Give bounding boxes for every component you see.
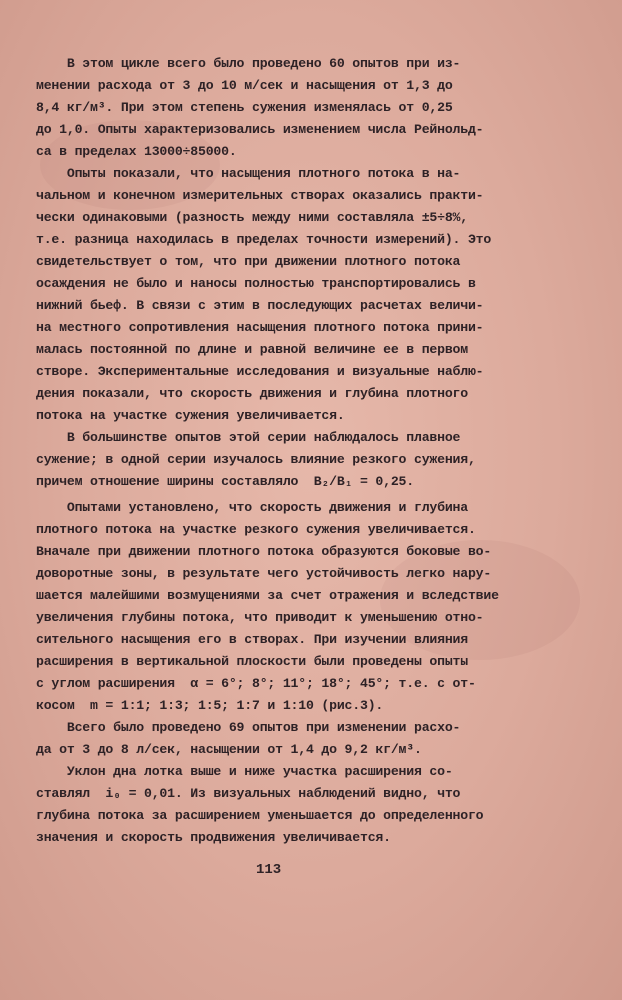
text-line: створе. Экспериментальные исследования и визуальные наблю- — [36, 364, 484, 379]
text-line: потока на участке сужения увеличивается. — [36, 408, 345, 423]
text-line: глубина потока за расширением уменьшается до определенного — [36, 808, 484, 823]
text-line: нижний бьеф. В связи с этим в последующих расчетах величи- — [36, 298, 484, 313]
text-line: увеличения глубины потока, что приводит к уменьшению отно- — [36, 610, 484, 625]
text-line: В большинстве опытов этой серии наблюдалось плавное — [36, 430, 461, 445]
text-line: доворотные зоны, в результате чего устойчивость легко нару- — [36, 566, 492, 581]
page-number: 113 — [256, 862, 282, 878]
text-line: дения показали, что скорость движения и глубина плотного — [36, 386, 468, 401]
text-line: Опыты показали, что насыщения плотного потока в на- — [36, 166, 461, 181]
text-line: ставлял i₀ = 0,01. Из визуальных наблюдений видно, что — [36, 786, 461, 801]
text-line: осаждения не было и наносы полностью транспортировались в — [36, 276, 476, 291]
text-line: расширения в вертикальной плоскости были проведены опыты — [36, 654, 468, 669]
text-line: до 1,0. Опыты характеризовались изменением числа Рейнольд- — [36, 122, 484, 137]
text-line: Опытами установлено, что скорость движения и глубина — [36, 500, 468, 515]
text-line: чески одинаковыми (разность между ними составляла ±5÷8%, — [36, 210, 468, 225]
text-line: плотного потока на участке резкого сужения увеличивается. — [36, 522, 476, 537]
text-line: Всего было проведено 69 опытов при изменении расхо- — [36, 720, 461, 735]
text-line: 8,4 кг/м³. При этом степень сужения изменялась от 0,25 — [36, 100, 453, 115]
text-line: свидетельствует о том, что при движении плотного потока — [36, 254, 461, 269]
text-line: на местного сопротивления насыщения плотного потока прини- — [36, 320, 484, 335]
text-line: чальном и конечном измерительных створах оказались практи- — [36, 188, 484, 203]
text-line: причем отношение ширины составляло B₂/B₁ = 0,25. — [36, 474, 414, 489]
text-line: малась постоянной по длине и равной величине ее в первом — [36, 342, 468, 357]
text-line: косом m = 1:1; 1:3; 1:5; 1:7 и 1:10 (рис.3). — [36, 698, 384, 713]
text-line: са в пределах 13000÷85000. — [36, 144, 237, 159]
text-line: Вначале при движении плотного потока образуются боковые во- — [36, 544, 492, 559]
text-line: сительного насыщения его в створах. При изучении влияния — [36, 632, 468, 647]
text-line: да от 3 до 8 л/сек, насыщении от 1,4 до 9,2 кг/м³. — [36, 742, 422, 757]
text-line: с углом расширения α = 6°; 8°; 11°; 18°; 45°; т.е. с от- — [36, 676, 476, 691]
text-line: шается малейшими возмущениями за счет отражения и вследствие — [36, 588, 499, 603]
text-line: Уклон дна лотка выше и ниже участка расширения со- — [36, 764, 453, 779]
text-line: сужение; в одной серии изучалось влияние резкого сужения, — [36, 452, 476, 467]
text-line: В этом цикле всего было проведено 60 опытов при из- — [36, 56, 461, 71]
text-line: т.е. разница находилась в пределах точности измерений). Это — [36, 232, 492, 247]
text-line: менении расхода от 3 до 10 м/сек и насыщения от 1,3 до — [36, 78, 453, 93]
text-line: значения и скорость продвижения увеличивается. — [36, 830, 391, 845]
